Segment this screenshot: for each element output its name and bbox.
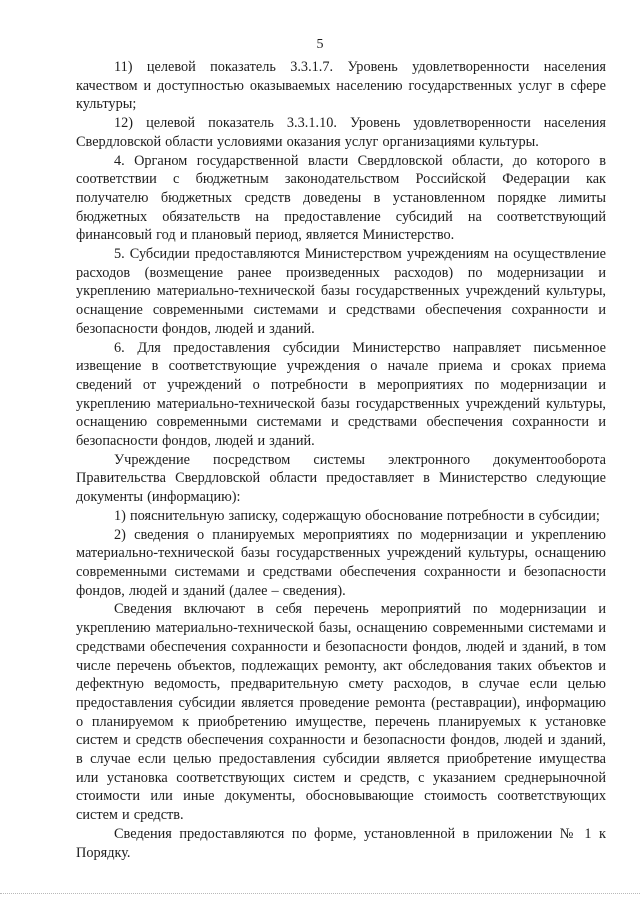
paragraph-item-12: 12) целевой показатель 3.3.1.10. Уровень удовлетворенности населения Свердловской области условиями оказания услуг организациями культуры.: [76, 115, 606, 150]
paragraph-information-content: Сведения включают в себя перечень мероприятий по модернизации и укреплению материально-технической базы, оснащению современными системами и средствами обеспечения сохранности и безопасности фондов, людей и зданий, в том числе перечень объектов, подлежащих ремонту, акт обследования таких объектов и дефектную ведомость, предварительную смету расходов, в случае если целью предоставления субсидии является проведение ремонта (реставрации), информацию о планируемом к приобретению имуществе, перечень планируемых к установке систем и средств обеспечения сохранности и безопасности фондов, людей и зданий, в случае если целью предоставления субсидии является приобретение имущества или установка соответствующих систем и средств, с указанием среднерыночной стоимости или иные документы, обосновывающие стоимость соответствующих систем и средств.: [76, 601, 606, 824]
paragraph-document-2: 2) сведения о планируемых мероприятиях по модернизации и укреплению материально-технической базы государственных учреждений культуры, оснащению современными системами и средствами обеспечения сохранности и безопасности фондов, людей и зданий (далее – сведения).: [76, 526, 606, 599]
document-body: [76, 58, 606, 862]
paragraph-form-reference: Сведения предоставляются по форме, установленной в приложении № 1 к Порядку.: [76, 825, 606, 861]
paragraph-item-11: 11) целевой показатель 3.3.1.7. Уровень удовлетворенности населения качеством и доступностью оказываемых населению государственных услуг в сфере культуры;: [76, 59, 606, 113]
paragraph-documents-intro: Учреждение посредством системы электронного документооборота Правительства Свердловской области предоставляет в Министерство следующие документы (информацию):: [76, 451, 606, 506]
paragraph-clause-5: 5. Субсидии предоставляются Министерством учреждениям на осуществление расходов (возмещение ранее произведенных расходов) по модернизации и укреплению материально-технической базы государственных учреждений культуры, оснащение современными системами и средствами обеспечения сохранности и безопасности фондов, людей и зданий.: [76, 246, 606, 337]
paragraph-clause-4: 4. Органом государственной власти Свердловской области, до которого в соответствии с бюджетным законодательством Российской Федерации как получателю бюджетных средств доведены в установленном порядке лимиты бюджетных обязательств на предоставление субсидий на соответствующий финансовый год и плановый период, является Министерство.: [76, 152, 606, 244]
bottom-scan-rule: [0, 893, 640, 894]
paragraph-clause-6: 6. Для предоставления субсидии Министерство направляет письменное извещение в соответствующие учреждения о начале приема и сроках приема сведений от учреждений о потребности в мероприятиях по модернизации и укреплению материально-технической базы государственных учреждений культуры, оснащению современными системами и средствами обеспечения сохранности и безопасности фондов, людей и зданий.: [76, 339, 606, 450]
page-number: 5: [316, 37, 324, 52]
paragraph-document-1: 1) пояснительную записку, содержащую обоснование потребности в субсидии;: [114, 507, 600, 524]
